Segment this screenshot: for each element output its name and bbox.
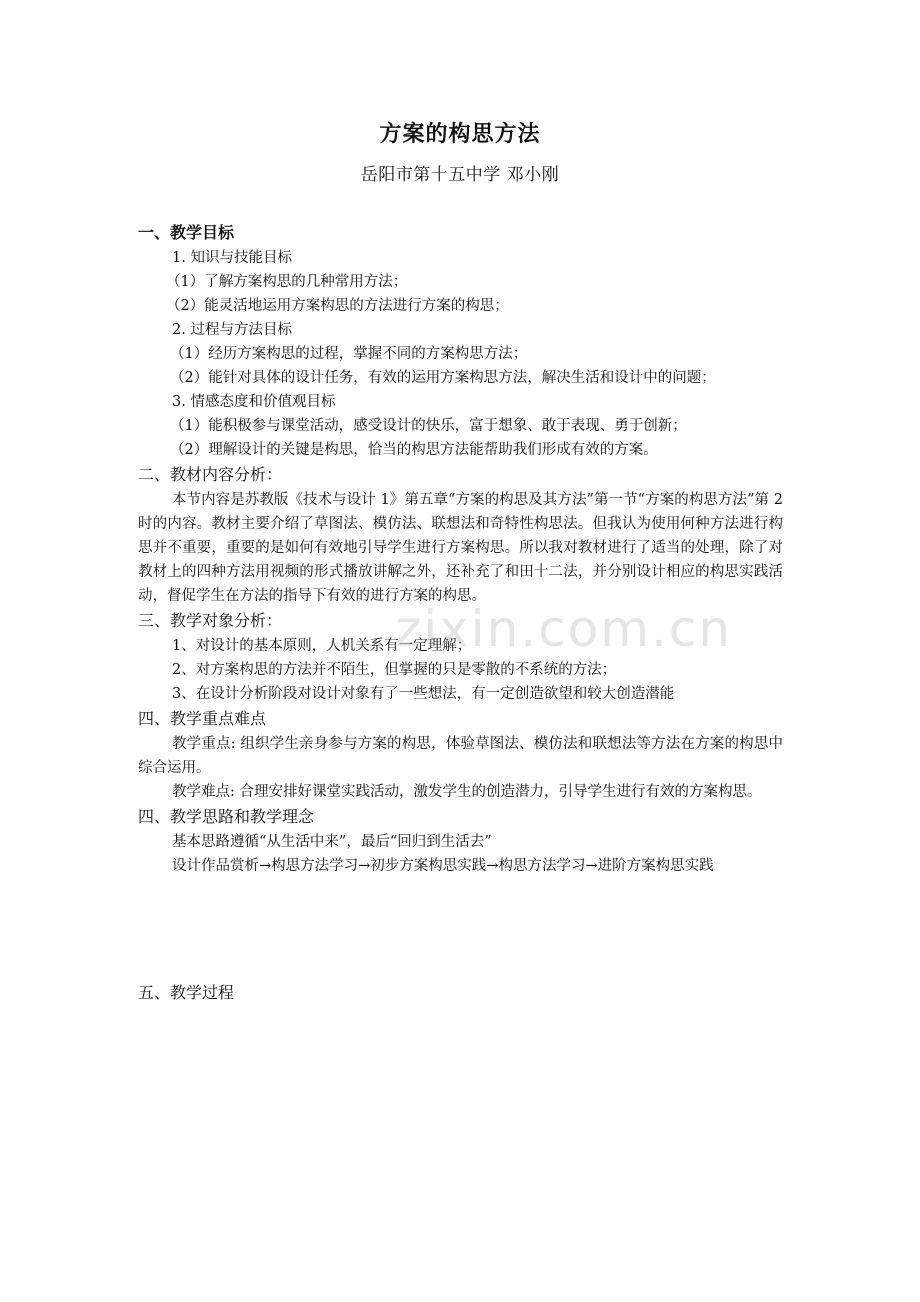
section-heading-process: 五、教学过程 xyxy=(138,983,235,1002)
document-body xyxy=(138,220,783,1006)
goal-attitude: 3. 情感态度和价值观目标 xyxy=(172,394,336,410)
goal-knowledge: 1. 知识与技能目标 xyxy=(172,250,292,266)
goal-process-item-1: （1）经历方案构思的过程，掌握不同的方案构思方法； xyxy=(170,346,528,362)
blank-space xyxy=(138,878,783,980)
audience-item-1: 1、对设计的基本原则，人机关系有一定理解； xyxy=(172,638,472,654)
watermark-text: zixin.com.cn xyxy=(395,600,733,658)
document-title: 方案的构思方法 xyxy=(379,122,541,147)
section-heading-approach: 四、教学思路和教学理念 xyxy=(138,807,315,826)
goal-process: 2. 过程与方法目标 xyxy=(172,322,292,338)
approach-paragraph-1: 基本思路遵循“从生活中来”，最后“回归到生活去” xyxy=(172,834,492,850)
goal-knowledge-item-1: （1）了解方案构思的几种常用方法； xyxy=(166,274,408,290)
section-heading-key-points: 四、教学重点难点 xyxy=(138,709,267,728)
goal-process-item-2: （2）能针对具体的设计任务，有效的运用方案构思方法，解决生活和设计中的问题； xyxy=(170,370,716,386)
goal-knowledge-item-2: （2）能灵活地运用方案构思的方法进行方案的构思； xyxy=(166,298,509,314)
section-heading-content-analysis: 二、教材内容分析： xyxy=(138,465,283,484)
goal-attitude-item-1: （1）能积极参与课堂活动，感受设计的快乐，富于想象、敢于表现、勇于创新； xyxy=(170,418,687,434)
audience-item-2: 2、对方案构思的方法并不陌生，但掌握的只是零散的不系统的方法； xyxy=(172,662,617,678)
goal-attitude-item-2: （2）理解设计的关键是构思，恰当的构思方法能帮助我们形成有效的方案。 xyxy=(170,442,658,458)
content-analysis-paragraph: 本节内容是苏教版《技术与设计 1》第五章“方案的构思及其方法”第一节“方案的构思方法”第 2 时的内容。教材主要介绍了草图法、模仿法、联想法和奇特性构思法。但我认为使用何种方法进行构思并不重要，重要的是如何有效地引导学生进行方案构思。所以我对教材进行了适当的处理，除了对教材上的四种方法用视频的形式播放讲解之外，还补充了和田十二法，并分别设计相应的构思实践活动，督促学生在方法的指导下有效的进行方案的构思。 xyxy=(138,492,783,604)
difficulty-paragraph: 教学难点: 合理安排好课堂实践活动，激发学生的创造潜力，引导学生进行有效的方案构思。 xyxy=(172,784,762,800)
section-heading-audience-analysis: 三、教学对象分析： xyxy=(138,611,283,630)
key-point-paragraph: 教学重点: 组织学生亲身参与方案的构思，体验草图法、模仿法和联想法等方法在方案的构思中综合运用。 xyxy=(138,736,783,776)
audience-item-3: 3、在设计分析阶段对设计对象有了一些想法，有一定创造欲望和较大创造潜能 xyxy=(172,686,675,702)
author-line: 岳阳市第十五中学 邓小刚 xyxy=(360,165,560,185)
approach-paragraph-2: 设计作品赏析→构思方法学习→初步方案构思实践→构思方法学习→进阶方案构思实践 xyxy=(172,858,714,874)
section-heading-objectives: 一、教学目标 xyxy=(138,223,235,242)
